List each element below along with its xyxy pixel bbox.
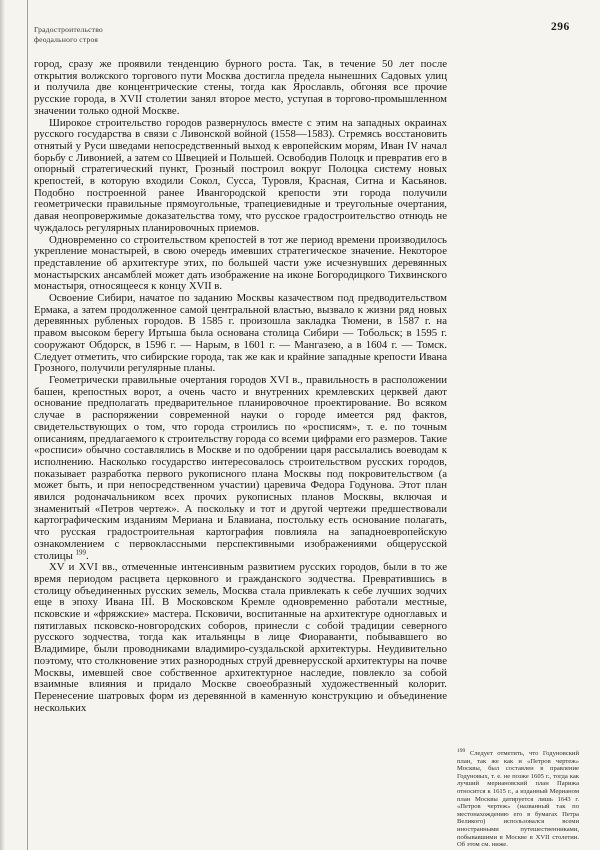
paragraph-text: Геометрически правильные очертания городов XVI в., правильность в расположении башен, крепостных ворот, а очень часто и внутренних кремлевских церквей дают основание предполагать предварительное планировочное проектирование. Во всяком случае в распоряжении современной науки о городе имеется ряд фактов, свидетельствующих о том, что города строились по «росписям», т. е. по точным описаниям, предлагаемого к строительству города со всеми цифрами его размеров. Такие «росписи» обычно составлялись в Москве и по одобрении царя рассылались воеводам к исполнению. Насколько государство интересовалось строительством русских городов, показывает разработка первого рукописного плана Москвы под покровительством (а может быть, и при непосредственном участии) царевича Федора Годунова. Этот план явился родоначальником всех прочих рукописных планов Москвы, включая и знаменитый «Петров чертеж». А поскольку и тот и другой чертежи предшествовали картографическим изданиям Мериана и Блавиана, постольку есть основание полагать, что русская градостроительная картография повлияла на западноевропейскую ознакомлением с первоклассными перспективными изображениями общерусской столицы xyxy=(34,373,447,562)
page-number: 296 xyxy=(551,21,570,33)
paragraph: Освоение Сибири, начатое по заданию Москвы казачеством под предводительством Ермака, а затем продолженное самой центральной властью, вызвало к жизни ряд новых деревянных рубленых городов. В 1585 г. произошла закладка Тюмени, в 1587 г. на правом высоком берегу Иртыша была основана столица Сибири — Тобольск; в 1595 г. сооружают Обдорск, в 1596 г. — Нарым, в 1601 г. — Мангазею, а в 1604 г. — Томск. Следует отметить, что сибирские города, так же как и крайние западные крепости Ивана Грозного, получили регулярные планы. xyxy=(34,292,447,375)
paragraph: Одновременно со строительством крепостей в тот же период времени производилось укрепление монастырей, в свою очередь имевших стратегическое значение. Некоторое представление об архитектуре этих, по большей части уже исчезнувших деревянных монастырских ансамблей может дать изображение на иконе Богородицкого Тихвинского монастыря, относящееся к концу XVII в. xyxy=(34,233,447,293)
running-head-line2: феодального строя xyxy=(34,34,99,44)
page-binding-line xyxy=(27,0,28,850)
running-head xyxy=(34,25,103,44)
page-edge-shade xyxy=(0,0,5,850)
footnote-marker: 199 xyxy=(457,747,466,754)
paragraph: XV и XVI вв., отмеченные интенсивным развитием русских городов, были в то же время периодом расцвета церковного и гражданского зодчества. Превратившись в столицу объединенных русских земель, Москва стала привлекать к себе лучших зодчих еще в эпоху Ивана III. В Московском Кремле одновременно работали местные, псковские и «фряжские» мастера. Псковичи, воспитанные на архитектуре одноглавых и пятиглавых псковско-новгородских соборов, принесли с собой традиции северного русского зодчества, тогда как итальянцы в лице Фиораванти, побывавшего во Владимире, были проводниками владимиро-суздальской архитектуры. Неудивительно поэтому, что столкновение этих разнородных струй древнерусской архитектуры на почве Москвы, имевшей свое собственное архитектурное наследие, повлекло за собой взаимные влияния и придало Москве своеобразный художественный колорит. Перенесение шатровых форм из деревянной в каменную конструкцию и объединение нескольких xyxy=(34,561,447,714)
body-text xyxy=(34,59,447,714)
footnote-text: Следует отметить, что Годуновский план, так же как и «Петров чертеж» Москвы, был составлен в правление Годуновых, т. е. не позже 1605 г., тогда как лучший мериановский план Парижа относится к 1615 г., а изданный Мерианом план Москвы датируется лишь 1643 г. «Петров чертеж» (названный так по местонахождению его в бумагах Петра Великого) использовался всеми иностранными путешественниками, побывавшими в Москве в XVII столетии. Об этом см. ниже. xyxy=(457,750,579,849)
footnote-reference: 199 xyxy=(75,547,87,556)
footnote xyxy=(457,747,579,849)
paragraph-text-after-ref: . xyxy=(86,549,89,562)
running-head-line1: Градостроительство xyxy=(34,25,103,34)
paragraph xyxy=(34,375,447,562)
paragraph: Широкое строительство городов развернулось вместе с этим на западных окраинах русского государства в связи с Ливонской войной (1558—1583). Стремясь восстановить отнятый у Руси шведами непосредственный выход к европейским морям, Иван IV начал борьбу с Ливонией, а затем со Швецией и Польшей. Освободив Полоцк и превратив его в опорный стратегический пункт, Грозный построил вокруг Полоцка систему новых крепостей, в которую входили Сокол, Сусса, Туровля, Красная, Ситна и Касьянов. Подобно построенной ранее Ивангородской крепости эти города получили геометрически правильные прямоугольные, трапециевидные и треугольные очертания, давая неопровержимые доказательства тому, что русское градостроительство отнюдь не чуждалось регулярных планировочных приемов. xyxy=(34,116,447,234)
paragraph: город, сразу же проявили тенденцию бурного роста. Так, в течение 50 лет после открытия волжского торгового пути Москва достигла предела нынешних Садовых улиц и получила две концентрические стены, тогда как Ярославль, обгоняя все прочие русские города, в XVII столетии занял второе место, уступая в торгово-промышленном значении только одной Москве. xyxy=(34,58,447,117)
